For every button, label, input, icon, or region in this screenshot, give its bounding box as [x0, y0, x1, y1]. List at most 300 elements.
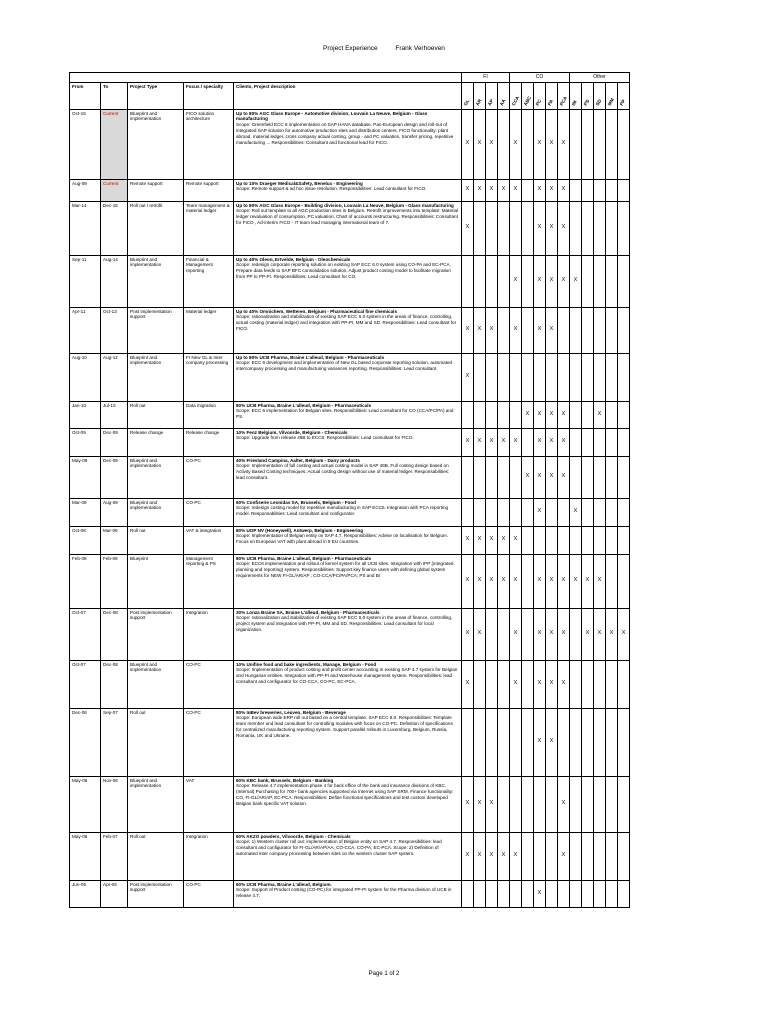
module-mark-cca: X: [510, 608, 522, 660]
module-mark-gl: X: [462, 776, 474, 832]
module-mark-abc: [522, 526, 534, 554]
module-label: AP: [486, 97, 494, 107]
project-type-cell: Post implementation support: [128, 880, 184, 907]
module-mark-ps: [582, 708, 594, 776]
focus-cell: Remote support: [184, 179, 234, 201]
module-mark-ap: [486, 456, 498, 498]
module-mark-im: [570, 109, 582, 179]
module-mark-im: [570, 307, 582, 353]
project-type-cell: Blueprint: [128, 554, 184, 608]
module-mark-pca: X: [558, 179, 570, 201]
module-mark-cca: X: [510, 179, 522, 201]
module-mark-ps: [582, 353, 594, 401]
project-description: Scope: Support of Product costing (CO-PC) for integrated PP-PI system for the Pharma division of UCB in release 4.7.: [236, 887, 452, 899]
table-row: [70, 255, 630, 307]
module-mark-cca: X: [510, 255, 522, 307]
project-description: Scope: Implementation of product costing and profit center accounting in existing SAP 4.7 system for Belgian and Hungarian entities. Integration with PP-PI and Warehouse management system. Responsibilities: lead consultant and configurator for CO-CCA, CO-PC, EC-PCA.: [236, 667, 458, 685]
to-cell: Nov-06: [101, 776, 128, 832]
module-mark-ps: [582, 401, 594, 428]
document-title: [0, 45, 768, 52]
module-mark-pc: X: [534, 880, 546, 907]
project-type-cell: Release change: [128, 428, 184, 456]
from-cell: Dec-06: [70, 708, 101, 776]
module-mark-sd: [594, 353, 606, 401]
project-description: Scope: Remote support & ad hoc issue resolution. Responsibilities: Lead consultant for FICO.: [236, 186, 427, 192]
module-mark-ap: [486, 255, 498, 307]
client-title: 80% UOP NV (Honeywell), Antwerp, Belgium - Engineering: [236, 527, 364, 533]
module-mark-im: [570, 428, 582, 456]
to-cell: Current: [101, 109, 128, 179]
from-cell: Feb-08: [70, 554, 101, 608]
module-mark-sd: [594, 255, 606, 307]
module-mark-mm: [606, 660, 618, 708]
focus-cell: FI New GL & Inter company processing: [184, 353, 234, 401]
module-mark-gl: X: [462, 428, 474, 456]
module-mark-gl: X: [462, 109, 474, 179]
module-label: MM: [606, 96, 615, 107]
module-mark-pa: X: [546, 307, 558, 353]
module-mark-pc: X: [534, 456, 546, 498]
module-mark-pc: X: [534, 708, 546, 776]
module-mark-pca: X: [558, 608, 570, 660]
module-mark-ap: X: [486, 428, 498, 456]
client-title: Up to 80% UCB Pharma, Braine L'alleud, Belgium - Pharmaceuticals: [236, 354, 385, 360]
module-mark-pa: X: [546, 401, 558, 428]
module-mark-ps: [582, 201, 594, 255]
module-mark-pa: [546, 776, 558, 832]
module-mark-cca: [510, 880, 522, 907]
project-description: Scope: ECC6 implementation and rollout of kernel system for all UCB sites. Integration with IPP (integrated planning and reporting) system. Responsibilities: Support key finance users with defining global system requirements for NEW FI-GL/AR/AP ; CO-CCA/PC/PA/PCA; PS and BI: [236, 561, 454, 579]
module-header-ar: [474, 82, 486, 109]
to-cell: Feb-07: [101, 832, 128, 880]
description-cell: [234, 776, 462, 832]
module-mark-pa: [546, 880, 558, 907]
to-cell: Dec-15: [101, 201, 128, 255]
module-header-mm: [606, 82, 618, 109]
module-mark-pc: X: [534, 498, 546, 526]
module-mark-abc: [522, 498, 534, 526]
module-mark-im: [570, 401, 582, 428]
focus-cell: VAT: [184, 776, 234, 832]
project-type-cell: Remote support: [128, 179, 184, 201]
module-mark-pca: X: [558, 401, 570, 428]
module-mark-ar: X: [474, 832, 486, 880]
project-description: Scope: Implementation of full costing and actual costing model in SAP 46B. Full costing design based on Activity Based Costing techniques. Actual costing design without use of material ledger. Responsabilities: lead consultant.: [236, 463, 450, 481]
module-mark-abc: [522, 608, 534, 660]
module-mark-mm: [606, 428, 618, 456]
module-mark-gl: X: [462, 526, 474, 554]
module-header-pca: [558, 82, 570, 109]
module-mark-pca: [558, 880, 570, 907]
module-mark-pp: [618, 498, 630, 526]
col-to: To: [101, 82, 128, 109]
module-mark-ap: [486, 660, 498, 708]
focus-cell: Release change: [184, 428, 234, 456]
to-cell: Aug-12: [101, 353, 128, 401]
client-title: 60% AKZO powders, Vilvoorde, Belgium - Chemicals: [236, 833, 351, 839]
module-header-aa: [498, 82, 510, 109]
module-mark-aa: [498, 353, 510, 401]
module-label: PS: [582, 98, 590, 107]
module-mark-aa: X: [498, 832, 510, 880]
table-row: [70, 201, 630, 255]
to-cell: Aug-14: [101, 255, 128, 307]
module-mark-ps: [582, 179, 594, 201]
module-mark-aa: [498, 608, 510, 660]
module-mark-pa: [546, 498, 558, 526]
module-mark-aa: [498, 880, 510, 907]
client-title: Up to 80% AGC Glass Europe - Building division, Louvain La Neuve, Belgium - Glass manufacturing: [236, 202, 454, 208]
module-mark-pp: [618, 554, 630, 608]
module-mark-abc: [522, 832, 534, 880]
module-mark-aa: X: [498, 428, 510, 456]
module-label: GL: [462, 97, 470, 107]
table-row: [70, 832, 630, 880]
module-mark-ap: [486, 708, 498, 776]
module-mark-pca: [558, 498, 570, 526]
module-mark-aa: [498, 201, 510, 255]
client-title: Up to 10% Draeger Medical&Safety, Benelux - Engineering: [236, 180, 363, 186]
module-mark-gl: X: [462, 608, 474, 660]
module-mark-sd: [594, 776, 606, 832]
module-mark-abc: [522, 428, 534, 456]
module-mark-ar: [474, 880, 486, 907]
module-mark-ps: [582, 456, 594, 498]
module-header-abc: [522, 82, 534, 109]
module-mark-gl: [462, 255, 474, 307]
module-mark-pc: X: [534, 307, 546, 353]
client-title: 80% UCB Pharma, Braine L'alleud, Belgium - Pharmaceuticals: [236, 402, 372, 408]
module-mark-sd: [594, 498, 606, 526]
description-cell: [234, 201, 462, 255]
table-row: [70, 401, 630, 428]
module-mark-pa: [546, 353, 558, 401]
module-mark-pp: [618, 401, 630, 428]
module-mark-pp: [618, 201, 630, 255]
module-mark-cca: [510, 401, 522, 428]
description-cell: [234, 660, 462, 708]
to-cell: Current: [101, 179, 128, 201]
project-description: Scope: redesign corporate reporting solution on existing SAP ECC 6.0 system using CO-PA and EC-PCA. Prepare data feeds to SAP BFC consolidation solution. Adjust product costing model to facilitate migration from PP to PP-PI. Responsibilities: Lead consultant for CO.: [236, 262, 451, 280]
table-row: [70, 498, 630, 526]
module-mark-ar: [474, 456, 486, 498]
module-mark-cca: [510, 708, 522, 776]
module-mark-mm: X: [606, 608, 618, 660]
module-mark-pca: X: [558, 776, 570, 832]
group-co: CO: [510, 73, 570, 83]
focus-cell: CO-PC: [184, 660, 234, 708]
module-mark-sd: X: [594, 608, 606, 660]
module-mark-ps: [582, 880, 594, 907]
description-cell: [234, 554, 462, 608]
focus-cell: VAT & integration: [184, 526, 234, 554]
project-type-cell: Blueprint and implementation: [128, 456, 184, 498]
module-mark-pc: [534, 776, 546, 832]
module-mark-pc: X: [534, 660, 546, 708]
project-type-cell: Roll out: [128, 526, 184, 554]
module-mark-pp: [618, 880, 630, 907]
module-mark-ar: [474, 498, 486, 526]
module-mark-pc: X: [534, 109, 546, 179]
project-description: Scope: redesign costing model for repetitive manufacturing in SAP ECC5. Integration with PCA reporting model. Responsabilities: Lead consultant and configurator.: [236, 505, 449, 517]
module-mark-ar: X: [474, 428, 486, 456]
from-cell: Mar-09: [70, 498, 101, 526]
table-row: [70, 708, 630, 776]
module-mark-gl: X: [462, 307, 474, 353]
project-type-cell: Post implementation support: [128, 608, 184, 660]
to-cell: Sep-07: [101, 708, 128, 776]
module-mark-ar: [474, 353, 486, 401]
module-mark-ps: [582, 526, 594, 554]
title-text: Project Experience: [323, 45, 378, 52]
focus-cell: CO-PC: [184, 708, 234, 776]
module-mark-cca: X: [510, 660, 522, 708]
module-header-ap: [486, 82, 498, 109]
module-mark-pc: X: [534, 179, 546, 201]
module-mark-abc: [522, 708, 534, 776]
module-mark-gl: [462, 456, 474, 498]
module-mark-pc: X: [534, 201, 546, 255]
col-clients: Clients, Project description: [234, 82, 462, 109]
project-description: Scope: rationalization and stabilization of existing SAP ECC 6.0 system in the areas of finance, controlling, actual costing (material ledger) and integration with PP-PI, MM and SD. Responsibilities: Lead consultant for FICO.: [236, 314, 457, 332]
table-row: [70, 526, 630, 554]
from-cell: Sep-11: [70, 255, 101, 307]
module-mark-sd: [594, 832, 606, 880]
module-header-im: [570, 82, 582, 109]
module-mark-pp: [618, 428, 630, 456]
module-mark-pca: [558, 353, 570, 401]
module-mark-gl: [462, 880, 474, 907]
module-mark-mm: [606, 109, 618, 179]
module-mark-ap: [486, 498, 498, 526]
client-title: 60% Confiserie Leonidas SA, Brussels, Belgium - Food: [236, 499, 356, 505]
module-mark-ps: [582, 660, 594, 708]
module-mark-ps: [582, 307, 594, 353]
module-mark-im: [570, 201, 582, 255]
module-mark-sd: X: [594, 554, 606, 608]
group-header-row: [70, 73, 630, 83]
focus-cell: Team management & material ledger: [184, 201, 234, 255]
module-mark-sd: [594, 456, 606, 498]
project-description: Scope: rationalization and stabilization of existing SAP ECC 6.0 system in the areas of finance, controlling, project system and integration with PP-PI, MM and SD. Responsibilities: Lead consultant for local organization.: [236, 615, 453, 633]
module-mark-ps: [582, 109, 594, 179]
module-mark-ap: [486, 401, 498, 428]
module-mark-pc: X: [534, 608, 546, 660]
module-mark-pca: X: [558, 456, 570, 498]
module-mark-pca: X: [558, 109, 570, 179]
to-cell: Jul-10: [101, 401, 128, 428]
from-cell: May-09: [70, 456, 101, 498]
module-mark-gl: X: [462, 660, 474, 708]
module-mark-ar: X: [474, 179, 486, 201]
module-label: PP: [618, 98, 626, 107]
from-cell: Oct-09: [70, 428, 101, 456]
module-label: AA: [498, 97, 506, 107]
module-mark-im: [570, 353, 582, 401]
module-mark-aa: [498, 255, 510, 307]
module-mark-ps: X: [582, 608, 594, 660]
module-mark-sd: [594, 660, 606, 708]
module-mark-pc: [534, 832, 546, 880]
col-focus: Focus / specialty: [184, 82, 234, 109]
table-row: [70, 660, 630, 708]
module-mark-pa: X: [546, 708, 558, 776]
module-mark-aa: [498, 456, 510, 498]
module-mark-sd: [594, 307, 606, 353]
description-cell: [234, 307, 462, 353]
module-mark-ar: [474, 255, 486, 307]
module-mark-im: [570, 456, 582, 498]
project-type-cell: Roll out: [128, 708, 184, 776]
module-mark-ps: [582, 255, 594, 307]
project-type-cell: Blueprint and implementation: [128, 660, 184, 708]
description-cell: [234, 401, 462, 428]
focus-cell: CO-PC: [184, 498, 234, 526]
to-cell: Dec-08: [101, 608, 128, 660]
client-title: Up to 40% Omnichem, Wetteren, Belgium - Pharmaceutical fine chemicals: [236, 308, 397, 314]
project-description: Scope: Roll out template to all AGC production sites in Belgium. Retrofit improvements into template: Material ledger revaluation of consumption, PC valuation, Chart of accounts restructuring. Responsibilities: Consultant for FICO , Ad-interim FICO - IT team lead managing international team of 7.: [236, 208, 459, 226]
module-label: CCA: [510, 94, 520, 107]
module-mark-pca: X: [558, 660, 570, 708]
client-title: 30% Lonza Braine SA, Braine L'alleud, Belgium - Pharmaceuticals: [236, 609, 380, 615]
to-cell: Dec-08: [101, 660, 128, 708]
module-mark-ar: [474, 708, 486, 776]
module-mark-abc: [522, 880, 534, 907]
module-mark-ar: X: [474, 776, 486, 832]
module-mark-cca: [510, 201, 522, 255]
module-mark-cca: [510, 498, 522, 526]
client-title: 80% UCB Pharma, Braine L'alleud, Belgium - Pharmaceuticals: [236, 555, 372, 561]
module-mark-aa: X: [498, 526, 510, 554]
description-cell: [234, 255, 462, 307]
group-fi: FI: [462, 73, 510, 83]
project-type-cell: Roll out: [128, 401, 184, 428]
module-mark-im: X: [570, 498, 582, 526]
page-number: Page 1 of 2: [368, 971, 400, 977]
module-mark-abc: [522, 776, 534, 832]
module-mark-pp: [618, 660, 630, 708]
project-description: Scope: Upgrade from release 46B to ECC6. Responsibilities: Lead consultant for FICO.: [236, 435, 414, 441]
module-mark-pca: [558, 526, 570, 554]
project-description: Scope: Implementation of Belgian entity on SAP 4.7. Responsibilities: Advise on localisation for Belgium. Focus on European VAT with plant abroad in 9 EU countries.: [236, 533, 449, 545]
module-mark-gl: X: [462, 832, 474, 880]
module-mark-pca: X: [558, 832, 570, 880]
module-mark-cca: X: [510, 832, 522, 880]
module-mark-abc: X: [522, 456, 534, 498]
module-mark-pp: [618, 307, 630, 353]
description-cell: [234, 832, 462, 880]
module-mark-ar: X: [474, 109, 486, 179]
module-mark-sd: [594, 526, 606, 554]
module-label: SD: [594, 97, 602, 107]
module-mark-pc: X: [534, 428, 546, 456]
module-mark-aa: [498, 109, 510, 179]
module-mark-sd: [594, 428, 606, 456]
module-mark-im: [570, 608, 582, 660]
module-mark-ps: [582, 776, 594, 832]
focus-cell: Material ledger: [184, 307, 234, 353]
module-mark-ar: [474, 201, 486, 255]
project-description: Scope: European wide ERP roll out based on a central template. SAP ECC 6.0. Responsibilities: Template team member and lead consultant for controlling modules with focus on CO-PC. Definition of specifications for centralized manufacturing reporting system. Support parallel rollouts in Luxemburg, Belgium, Russia, Romania, UK and Ukraine.: [236, 715, 453, 739]
project-description: Scope: 1) Western cluster roll out: implementation of Belgian entity on SAP 4.7. Responsibilities: lead consultant and configurator for FI-GL/AR/AP/AA, CO-CCA, CO-PA, EC-PCA. Scope: 2) Definition of automated inter company processing between sites on the western cluster SAP system.: [236, 839, 442, 857]
module-mark-ap: X: [486, 307, 498, 353]
module-mark-sd: [594, 708, 606, 776]
module-mark-mm: [606, 179, 618, 201]
module-mark-sd: [594, 109, 606, 179]
module-mark-pa: X: [546, 428, 558, 456]
module-mark-gl: X: [462, 179, 474, 201]
module-mark-pp: [618, 526, 630, 554]
module-mark-ap: X: [486, 109, 498, 179]
project-type-cell: Blueprint and implementation: [128, 255, 184, 307]
module-mark-ap: X: [486, 554, 498, 608]
client-title: 10% Fenz Belgium, Vilvoorde, Belgium - Chemicals: [236, 429, 348, 435]
blank-group-cell: [70, 73, 462, 83]
module-mark-ps: [582, 498, 594, 526]
module-mark-pp: [618, 456, 630, 498]
table-row: [70, 456, 630, 498]
from-cell: Jan-10: [70, 401, 101, 428]
table-row: [70, 880, 630, 907]
module-mark-abc: [522, 307, 534, 353]
module-mark-ap: [486, 608, 498, 660]
module-mark-pc: X: [534, 255, 546, 307]
module-mark-sd: X: [594, 401, 606, 428]
focus-cell: Financial & Management reporting: [184, 255, 234, 307]
module-mark-aa: [498, 307, 510, 353]
focus-cell: CO-PC: [184, 456, 234, 498]
module-mark-pca: X: [558, 428, 570, 456]
project-type-cell: Blueprint and implementation: [128, 353, 184, 401]
module-mark-mm: [606, 526, 618, 554]
module-mark-abc: [522, 353, 534, 401]
module-mark-pp: X: [618, 608, 630, 660]
module-mark-cca: [510, 353, 522, 401]
module-mark-ar: X: [474, 307, 486, 353]
module-mark-ps: [582, 428, 594, 456]
module-mark-im: X: [570, 554, 582, 608]
module-mark-mm: [606, 776, 618, 832]
client-title: 60% UCB Pharma, Braine L'alleud, Belgium.: [236, 881, 332, 887]
description-cell: [234, 179, 462, 201]
description-cell: [234, 428, 462, 456]
module-header-sd: [594, 82, 606, 109]
to-cell: Dec-09: [101, 428, 128, 456]
module-mark-sd: [594, 880, 606, 907]
module-mark-ar: X: [474, 554, 486, 608]
module-mark-im: [570, 776, 582, 832]
module-mark-mm: [606, 880, 618, 907]
module-mark-pa: X: [546, 109, 558, 179]
module-mark-im: [570, 832, 582, 880]
module-header-cca: [510, 82, 522, 109]
table-row: [70, 179, 630, 201]
module-mark-gl: [462, 401, 474, 428]
project-type-cell: Roll out / retrofit: [128, 201, 184, 255]
module-mark-ar: [474, 660, 486, 708]
description-cell: [234, 109, 462, 179]
table-row: [70, 554, 630, 608]
client-title: 60% KBC bank, Brussels, Belgium - Banking: [236, 777, 334, 783]
module-mark-abc: [522, 660, 534, 708]
module-header-pp: [618, 82, 630, 109]
module-mark-pa: X: [546, 255, 558, 307]
module-mark-ps: X: [582, 554, 594, 608]
from-cell: Oct-15: [70, 109, 101, 179]
module-mark-pa: X: [546, 456, 558, 498]
table-row: [70, 307, 630, 353]
description-cell: [234, 708, 462, 776]
